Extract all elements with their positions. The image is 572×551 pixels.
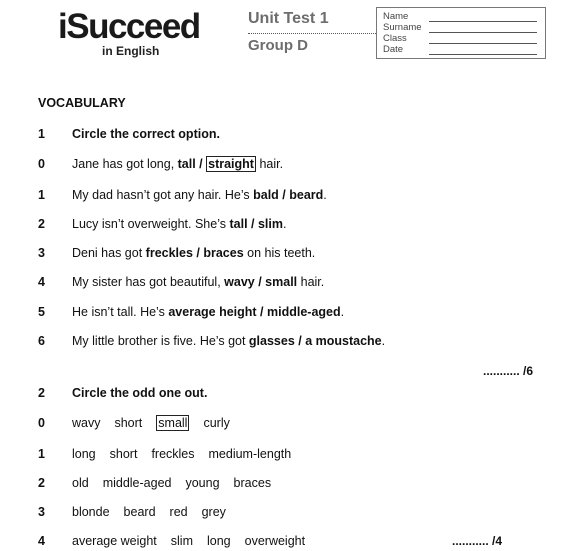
option-separator: / [247, 217, 258, 231]
word-option[interactable]: beard [123, 505, 156, 519]
option-separator: / [192, 246, 204, 260]
option-two-circled[interactable]: straight [208, 157, 254, 171]
sentence-text: Deni has got [72, 246, 146, 260]
name-field[interactable] [429, 21, 537, 22]
item-number: 1 [38, 188, 45, 202]
sentence-text: He isn’t tall. He’s [72, 305, 169, 319]
sentence-end: . [283, 217, 287, 231]
word-option[interactable]: young [185, 476, 220, 490]
word-option[interactable]: short [114, 416, 143, 430]
item-sentence [72, 245, 315, 261]
item-sentence [72, 333, 385, 349]
option-two[interactable]: a moustache [305, 334, 382, 348]
option-two[interactable]: middle-aged [267, 305, 341, 319]
date-label: Date [383, 44, 404, 55]
word-list [72, 415, 244, 431]
option-separator: / [195, 157, 207, 171]
exercise-instruction: Circle the odd one out. [72, 386, 208, 400]
sentence-end: hair. [297, 275, 325, 289]
option-two[interactable]: small [265, 275, 298, 289]
option-one[interactable]: tall [229, 217, 248, 231]
sentence-end: . [340, 305, 345, 319]
exercise-number: 1 [38, 127, 45, 141]
class-field[interactable] [429, 43, 537, 44]
item-sentence [72, 274, 324, 290]
exercise-2-score: ........... /4 [452, 534, 503, 548]
word-option[interactable]: middle-aged [102, 476, 172, 490]
word-option[interactable]: long [72, 447, 96, 461]
logo-main-text: iSucceed [58, 7, 200, 46]
isucceed-logo [58, 7, 200, 60]
surname-label: Surname [383, 22, 422, 33]
sentence-text: Lucy isn’t overweight. She’s [72, 217, 230, 231]
section-title: VOCABULARY [38, 96, 126, 110]
word-option[interactable]: braces [233, 476, 272, 490]
word-option[interactable]: slim [170, 534, 193, 548]
option-one[interactable]: average height [168, 305, 257, 319]
option-separator: / [254, 275, 266, 289]
logo-sub-text: in English [102, 44, 160, 58]
sentence-text: Jane has got long, [72, 157, 178, 171]
option-separator: / [256, 305, 267, 319]
item-number: 3 [38, 246, 45, 260]
word-option[interactable]: average weight [72, 534, 157, 548]
word-option-circled[interactable]: small [158, 416, 188, 430]
word-list [72, 446, 305, 462]
item-number: 0 [38, 416, 45, 430]
word-list [72, 475, 285, 491]
header-dotted-divider [248, 33, 376, 34]
group-title: Group D [248, 37, 308, 54]
word-list [72, 533, 319, 549]
sentence-end: hair. [255, 157, 284, 171]
option-one[interactable]: bald [253, 188, 279, 202]
option-two[interactable]: slim [257, 217, 283, 231]
student-info-box [376, 7, 546, 59]
item-sentence [72, 156, 283, 172]
sentence-text: My sister has got beautiful, [72, 275, 225, 289]
sentence-text: My little brother is five. He’s got [72, 334, 249, 348]
word-option[interactable]: old [72, 476, 89, 490]
word-option[interactable]: curly [203, 416, 230, 430]
item-number: 1 [38, 447, 45, 461]
item-number: 3 [38, 505, 45, 519]
item-number: 2 [38, 476, 45, 490]
name-label: Name [383, 11, 409, 22]
item-sentence [72, 216, 286, 232]
exercise-instruction: Circle the correct option. [72, 127, 220, 141]
word-option[interactable]: long [207, 534, 231, 548]
item-number: 0 [38, 157, 45, 171]
item-number: 6 [38, 334, 45, 348]
option-one[interactable]: wavy [224, 275, 255, 289]
date-field[interactable] [429, 54, 537, 55]
exercise-1-score: ........... /6 [483, 364, 534, 378]
word-option[interactable]: medium-length [208, 447, 292, 461]
item-number: 4 [38, 275, 45, 289]
sentence-end: . [381, 334, 386, 348]
word-list [72, 504, 240, 520]
option-one[interactable]: glasses [248, 334, 295, 348]
item-number: 2 [38, 217, 45, 231]
surname-field[interactable] [429, 32, 537, 33]
word-option[interactable]: wavy [72, 416, 101, 430]
item-number: 5 [38, 305, 45, 319]
word-option[interactable]: freckles [151, 447, 195, 461]
option-one[interactable]: tall [177, 157, 196, 171]
word-option[interactable]: grey [201, 505, 226, 519]
sentence-text: My dad hasn’t got any hair. He’s [72, 188, 254, 202]
option-separator: / [294, 334, 306, 348]
option-two[interactable]: beard [289, 188, 324, 202]
word-option[interactable]: short [109, 447, 138, 461]
class-label: Class [383, 33, 407, 44]
option-separator: / [278, 188, 290, 202]
sentence-end: on his teeth. [243, 246, 316, 260]
option-two[interactable]: braces [203, 246, 244, 260]
option-one[interactable]: freckles [145, 246, 193, 260]
exercise-number: 2 [38, 386, 45, 400]
sentence-end: . [323, 188, 327, 202]
item-sentence [72, 187, 327, 203]
item-sentence [72, 304, 344, 320]
unit-title: Unit Test 1 [248, 10, 329, 27]
word-option[interactable]: overweight [244, 534, 306, 548]
word-option[interactable]: blonde [72, 505, 110, 519]
word-option[interactable]: red [169, 505, 188, 519]
item-number: 4 [38, 534, 45, 548]
